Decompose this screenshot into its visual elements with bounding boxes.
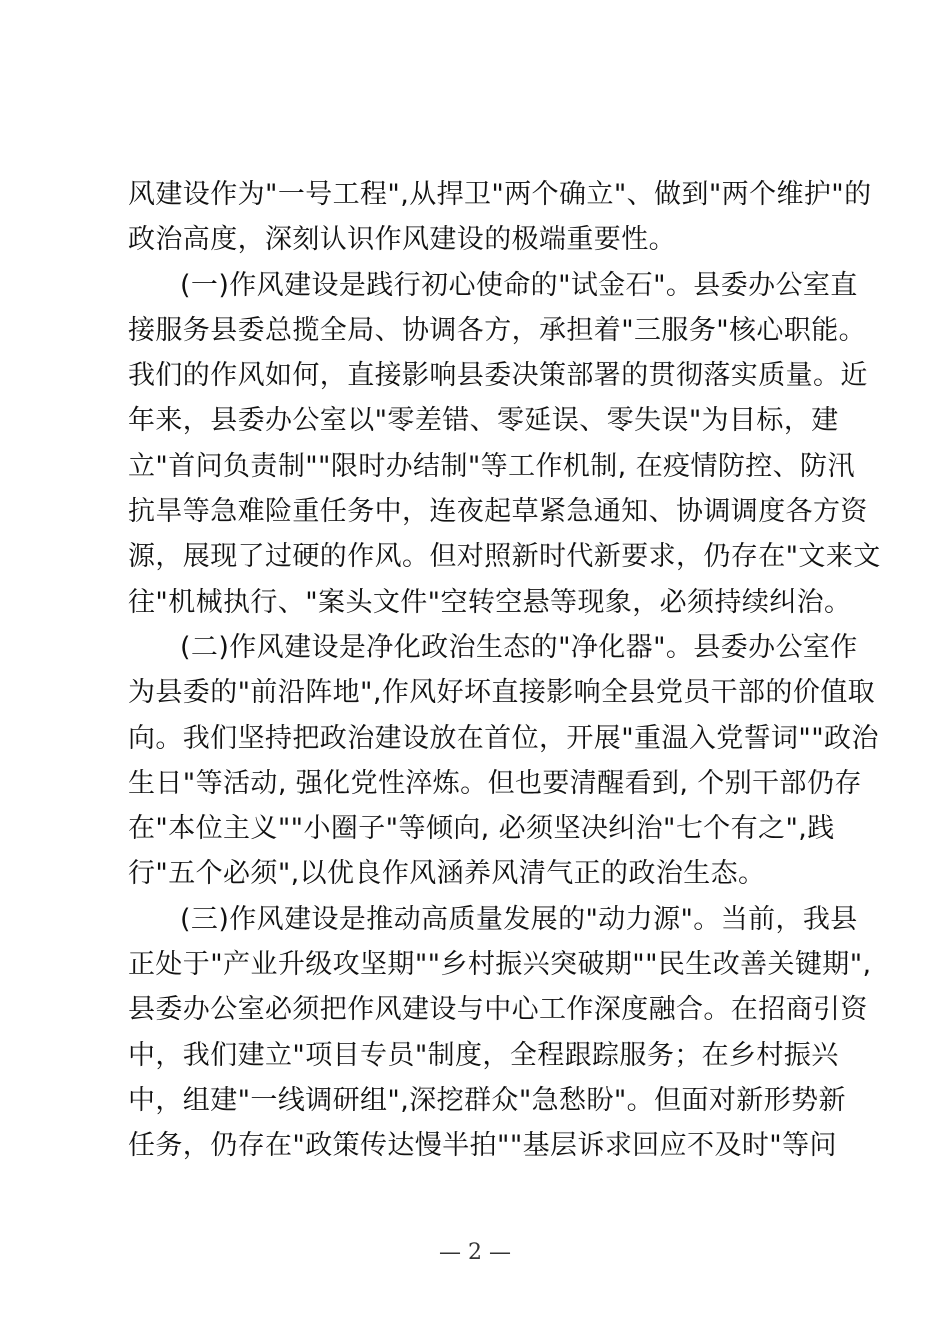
- text-line: 立"首问负责制""限时办结制"等工作机制, 在疫情防控、防汛: [128, 450, 855, 482]
- text-line: 年来，县委办公室以"零差错、零延误、零失误"为目标，建: [128, 405, 839, 437]
- text-line: 中，组建"一线调研组",深挖群众"急愁盼"。但面对新形势新: [128, 1084, 846, 1116]
- text-line: 接服务县委总揽全局、协调各方，承担着"三服务"核心职能。: [128, 314, 867, 346]
- text-line: 行"五个必须",以优良作风涵养风清气正的政治生态。: [128, 858, 766, 890]
- body-text: [128, 172, 881, 1169]
- text-line: 在"本位主义""小圈子"等倾向, 必须坚决纠治"七个有之",践: [128, 813, 835, 845]
- text-line: (三)作风建设是推动高质量发展的"动力源"。当前，我县: [180, 903, 858, 935]
- text-line: (一)作风建设是践行初心使命的"试金石"。县委办公室直: [180, 269, 858, 301]
- text-line: 中，我们建立"项目专员"制度，全程跟踪服务；在乡村振兴: [128, 1039, 839, 1071]
- text-line: (二)作风建设是净化政治生态的"净化器"。县委办公室作: [180, 631, 858, 663]
- page-number: — 2 —: [439, 1240, 511, 1265]
- text-line: 政治高度，深刻认识作风建设的极端重要性。: [128, 224, 676, 256]
- text-line: 向。我们坚持把政治建设放在首位，开展"重温入党誓词""政治: [128, 722, 879, 754]
- text-line: 正处于"产业升级攻坚期""乡村振兴突破期""民生改善关键期",: [128, 949, 872, 981]
- text-line: 为县委的"前沿阵地",作风好坏直接影响全县党员干部的价值取: [128, 677, 876, 709]
- text-line: 风建设作为"一号工程",从捍卫"两个确立"、做到"两个维护"的: [128, 179, 872, 210]
- text-line: 县委办公室必须把作风建设与中心工作深度融合。在招商引资: [128, 994, 868, 1026]
- text-line: 抗旱等急难险重任务中，连夜起草紧急通知、协调调度各方资: [128, 496, 868, 528]
- text-line: 源，展现了过硬的作风。但对照新时代新要求，仍存在"文来文: [128, 541, 881, 573]
- text-line: 我们的作风如何，直接影响县委决策部署的贯彻落实质量。近: [128, 360, 868, 392]
- text-line: 生日"等活动, 强化党性淬炼。但也要清醒看到, 个别干部仍存: [128, 767, 862, 799]
- text-line: 任务，仍存在"政策传达慢半拍""基层诉求回应不及时"等问: [128, 1130, 837, 1162]
- text-line: 往"机械执行、"案头文件"空转空悬等现象，必须持续纠治。: [128, 586, 852, 618]
